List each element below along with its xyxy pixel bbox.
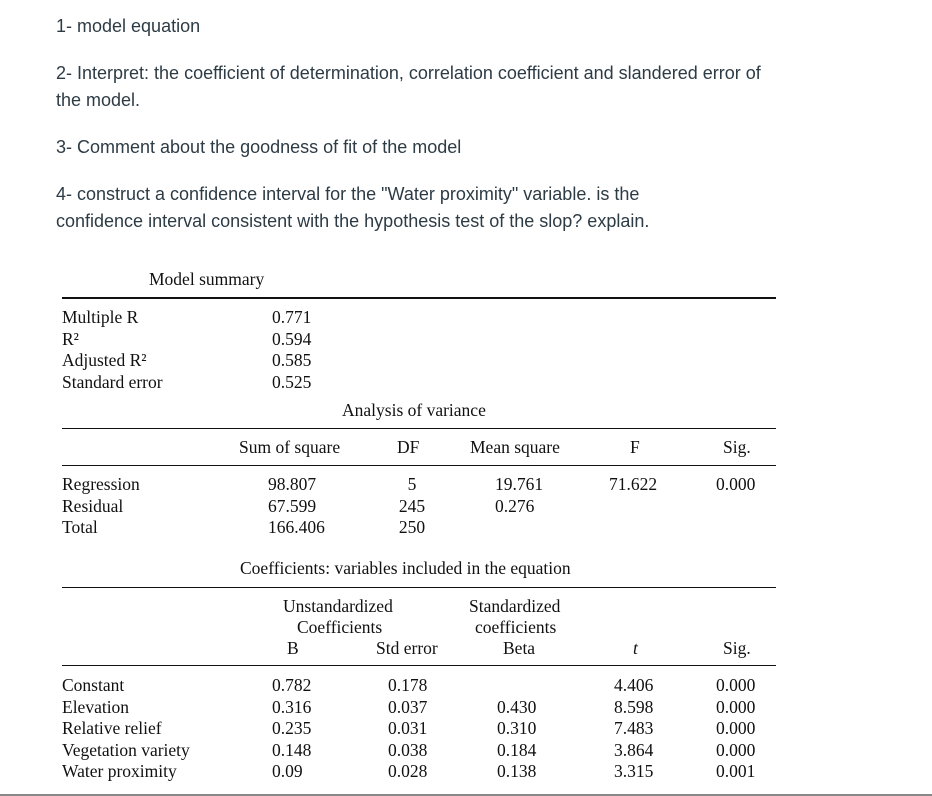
ms-label-multiple-r: Multiple R <box>62 307 139 327</box>
coef-header-beta: Beta <box>503 638 536 658</box>
coef-sig-elevation: 0.000 <box>716 696 756 717</box>
coef-sig-vegetation-variety: 0.000 <box>716 739 756 760</box>
coef-t-water-proximity: 3.315 <box>614 761 654 781</box>
coef-t-constant: 4.406 <box>614 675 654 695</box>
ms-value-r2: 0.594 <box>272 328 312 349</box>
coef-header-t: t <box>633 638 638 658</box>
coef-header-sig: Sig. <box>723 638 751 658</box>
coef-col-se <box>388 675 427 783</box>
coef-t-relative-relief: 7.483 <box>614 718 654 738</box>
anova-label-residual: Residual <box>62 495 124 516</box>
coef-t-elevation: 8.598 <box>614 696 654 717</box>
coef-label-water-proximity: Water proximity <box>62 761 177 781</box>
ms-value-adjusted-r2: 0.585 <box>272 350 312 370</box>
question-1: 1- model equation <box>56 16 201 36</box>
anova-header-df: DF <box>397 437 420 457</box>
coefficients-top-rule <box>62 587 776 588</box>
anova-sig-regression: 0.000 <box>716 474 756 494</box>
anova-ms-regression: 19.761 <box>495 474 544 494</box>
ms-label-adjusted-r2: Adjusted R² <box>62 350 147 370</box>
model-summary-rule <box>62 297 776 299</box>
coef-label-elevation: Elevation <box>62 696 130 717</box>
coef-col-b <box>272 675 311 783</box>
model-summary-title: Model summary <box>149 269 265 289</box>
question-4: 4- construct a confidence interval for the "Water proximity" variable. is the confidence interval consistent with the hypothesis test of the slop? explain. <box>56 184 650 231</box>
question-3: 3- Comment about the goodness of fit of the model <box>56 137 462 157</box>
anova-top-rule <box>62 428 776 429</box>
anova-df-total: 250 <box>398 517 426 537</box>
anova-title: Analysis of variance <box>342 400 486 420</box>
coef-b-elevation: 0.316 <box>272 696 312 717</box>
coef-se-constant: 0.178 <box>388 675 428 695</box>
ms-label-r2: R² <box>62 328 79 349</box>
anova-col-sig <box>716 474 755 496</box>
coef-label-constant: Constant <box>62 675 125 695</box>
anova-mid-rule <box>62 465 776 466</box>
coef-b-relative-relief: 0.235 <box>272 718 312 738</box>
coef-row-labels <box>62 675 190 783</box>
anova-ss-total: 166.406 <box>268 517 325 537</box>
coef-t-vegetation-variety: 3.864 <box>614 739 654 760</box>
coef-beta-elevation: 0.430 <box>497 696 537 717</box>
coef-header-std-1: Standardized <box>469 596 561 616</box>
coef-col-t <box>614 675 653 783</box>
anova-header-ss: Sum of square <box>239 437 341 457</box>
model-summary-labels <box>62 307 163 393</box>
coef-b-vegetation-variety: 0.148 <box>272 739 312 760</box>
anova-label-regression: Regression <box>62 474 140 494</box>
question-2: 2- Interpret: the coefficient of determination, correlation coefficient and slandered error of the model. <box>56 63 761 110</box>
coef-label-vegetation-variety: Vegetation variety <box>62 739 190 760</box>
coef-beta-relative-relief: 0.310 <box>497 718 537 738</box>
anova-col-df <box>388 474 436 539</box>
coef-se-vegetation-variety: 0.038 <box>388 739 428 760</box>
coef-header-unstd-1: Unstandardized <box>283 596 393 616</box>
anova-f-regression: 71.622 <box>609 474 658 494</box>
coefficients-title: Coefficients: variables included in the equation <box>240 558 571 578</box>
anova-ss-regression: 98.807 <box>268 474 317 494</box>
coef-sig-relative-relief: 0.000 <box>716 718 756 738</box>
anova-header-sig: Sig. <box>723 437 751 457</box>
coefficients-mid-rule <box>62 665 776 666</box>
anova-col-ms <box>495 474 543 517</box>
anova-col-f <box>609 474 657 496</box>
coef-se-water-proximity: 0.028 <box>388 761 428 781</box>
anova-header-ms: Mean square <box>470 437 560 457</box>
anova-header-f: F <box>630 437 640 457</box>
anova-df-residual: 245 <box>398 495 426 516</box>
anova-label-total: Total <box>62 517 98 537</box>
coef-se-elevation: 0.037 <box>388 696 428 717</box>
anova-ss-residual: 67.599 <box>268 495 317 516</box>
anova-col-ss <box>268 474 325 539</box>
coef-beta-vegetation-variety: 0.184 <box>497 739 537 760</box>
coef-se-relative-relief: 0.031 <box>388 718 428 738</box>
model-summary-values <box>272 307 311 393</box>
coef-header-se: Std error <box>376 638 438 658</box>
coef-sig-constant: 0.000 <box>716 675 756 695</box>
coef-col-sig <box>716 675 755 783</box>
coef-header-std-2: coefficients <box>475 617 557 637</box>
coef-beta-constant <box>497 675 536 697</box>
coef-b-constant: 0.782 <box>272 675 312 695</box>
coef-header-unstd-2: Coefficients <box>297 617 383 637</box>
ms-value-multiple-r: 0.771 <box>272 307 312 327</box>
coef-beta-water-proximity: 0.138 <box>497 761 537 781</box>
anova-ms-residual: 0.276 <box>495 495 535 516</box>
coef-label-relative-relief: Relative relief <box>62 718 162 738</box>
ms-label-standard-error: Standard error <box>62 371 163 392</box>
anova-row-labels <box>62 474 140 539</box>
coef-b-water-proximity: 0.09 <box>272 761 303 781</box>
anova-df-regression: 5 <box>407 474 417 494</box>
coef-sig-water-proximity: 0.001 <box>716 761 756 781</box>
coef-header-b: B <box>287 638 299 658</box>
coef-col-beta <box>497 675 536 783</box>
ms-value-standard-error: 0.525 <box>272 371 312 392</box>
